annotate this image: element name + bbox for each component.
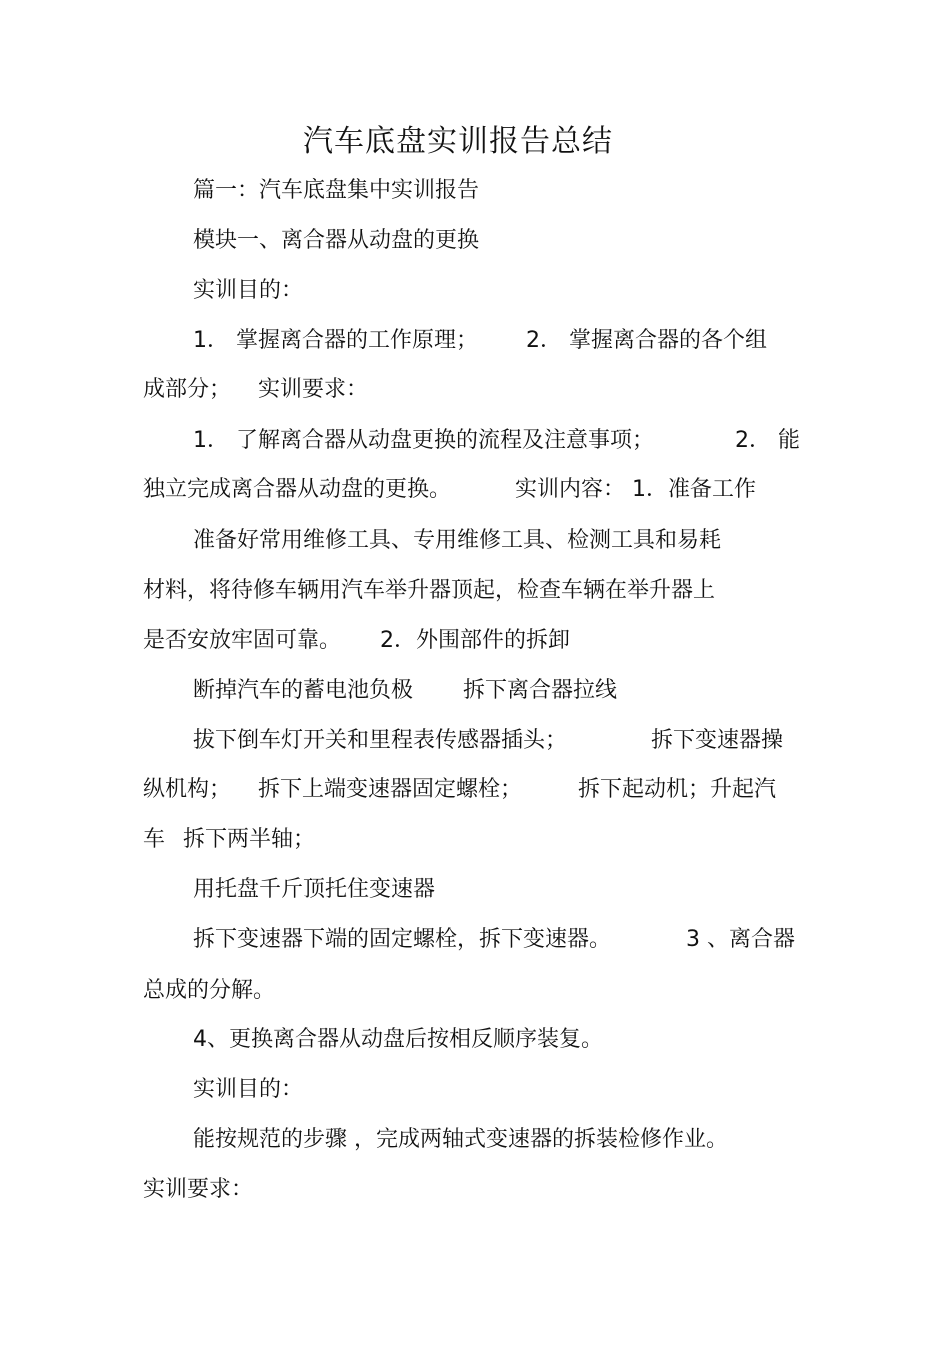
- paragraph-line: 用托盘千斤顶托住变速器: [193, 877, 436, 902]
- text-segment: 拆下起动机；升起汽: [578, 777, 777, 802]
- paragraph-line: [193, 426, 813, 456]
- paragraph-line: [193, 726, 813, 756]
- text-segment: 1． 掌握离合器的工作原理；: [193, 328, 478, 353]
- module-heading: 模块一、离合器从动盘的更换: [193, 228, 480, 253]
- document-title: 汽车底盘实训报告总结: [303, 124, 613, 159]
- section-heading: 篇一：汽车底盘集中实训报告: [193, 178, 480, 203]
- paragraph-line: [193, 326, 813, 356]
- text-segment: 3 、离合器: [686, 927, 795, 952]
- text-segment: 成部分；: [143, 377, 232, 402]
- text-segment: 2． 掌握离合器的各个组: [526, 328, 767, 353]
- paragraph-line: 实训要求：: [143, 1177, 254, 1202]
- paragraph-line: [193, 676, 693, 706]
- paragraph-line: 4、更换离合器从动盘后按相反顺序装复。: [193, 1027, 603, 1052]
- text-segment: 拆下两半轴；: [183, 827, 316, 852]
- text-segment: 拆下离合器拉线: [463, 678, 618, 703]
- text-segment: 实训要求：: [258, 377, 369, 402]
- paragraph-line: [143, 775, 803, 805]
- text-segment: 断掉汽车的蓄电池负极: [193, 678, 414, 703]
- text-segment: 独立完成离合器从动盘的更换。: [143, 477, 452, 502]
- paragraph-line: 实训目的：: [193, 278, 304, 303]
- text-segment: 拔下倒车灯开关和里程表传感器插头；: [193, 728, 568, 753]
- paragraph-line: [143, 475, 803, 505]
- paragraph-line: [143, 626, 643, 656]
- text-segment: 车: [143, 827, 166, 852]
- paragraph-line: 总成的分解。: [143, 978, 276, 1003]
- text-segment: 拆下变速器下端的固定螺栓，拆下变速器。: [193, 927, 612, 952]
- text-segment: 拆下变速器操: [651, 728, 784, 753]
- paragraph-line: [143, 825, 443, 855]
- paragraph-line: 材料，将待修车辆用汽车举升器顶起，检查车辆在举升器上: [143, 578, 716, 603]
- text-segment: 实训内容： 1．准备工作: [515, 477, 756, 502]
- text-segment: 纵机构；: [143, 777, 232, 802]
- paragraph-line: 实训目的：: [193, 1077, 304, 1102]
- paragraph-line: [193, 925, 813, 955]
- text-segment: 2．外围部件的拆卸: [380, 628, 570, 653]
- text-segment: 拆下上端变速器固定螺栓；: [258, 777, 523, 802]
- text-segment: 1． 了解离合器从动盘更换的流程及注意事项；: [193, 428, 654, 453]
- text-segment: 2． 能: [735, 428, 800, 453]
- paragraph-line: [143, 375, 543, 405]
- text-segment: 是否安放牢固可靠。: [143, 628, 342, 653]
- paragraph-line: 准备好常用维修工具、专用维修工具、检测工具和易耗: [193, 528, 722, 553]
- paragraph-line: 能按规范的步骤 ，完成两轴式变速器的拆装检修作业。: [193, 1127, 728, 1152]
